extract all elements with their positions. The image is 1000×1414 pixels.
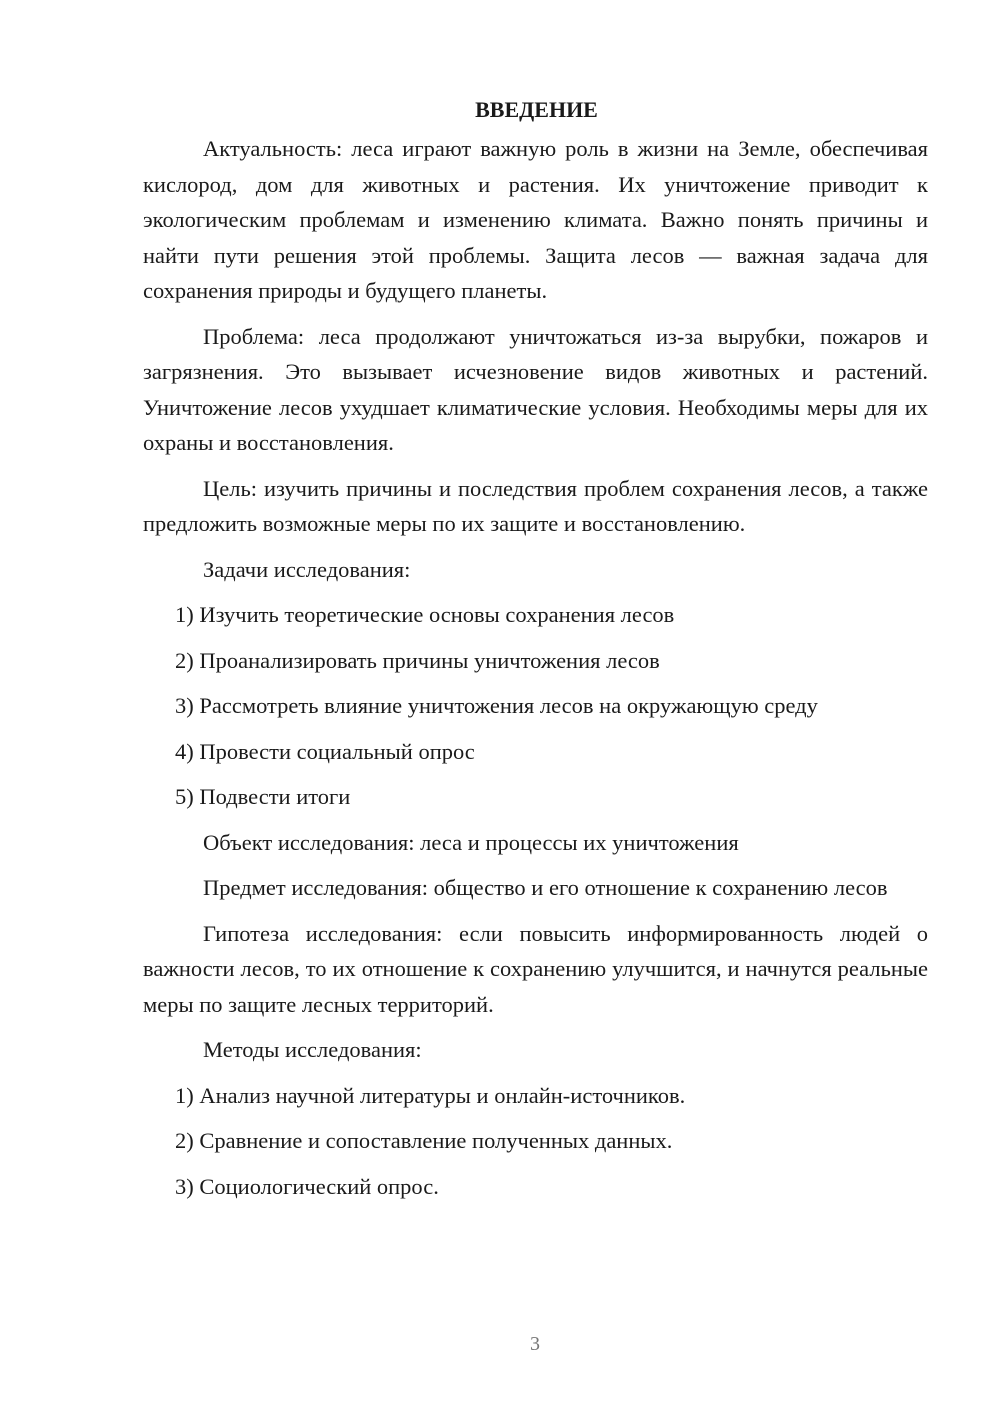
subject-paragraph: Предмет исследования: общество и его отношение к сохранению лесов bbox=[203, 875, 888, 900]
method-item: 3) Социологический опрос. bbox=[175, 1173, 439, 1199]
task-item: 3) Рассмотреть влияние уничтожения лесов на окружающую среду bbox=[175, 693, 818, 718]
object-paragraph: Объект исследования: леса и процессы их уничтожения bbox=[203, 829, 739, 855]
tasks-heading: Задачи исследования: bbox=[203, 556, 411, 582]
method-item: 1) Анализ научной литературы и онлайн-источников. bbox=[175, 1082, 686, 1108]
task-item: 2) Проанализировать причины уничтожения лесов bbox=[175, 647, 660, 673]
relevance-paragraph: Актуальность: леса играют важную роль в жизни на Земле, обеспечивая кислород, дом для животных и растения. Их уничтожение приводит к экологическим проблемам и изменению климата. Важно понять причины и найти пути решения этой проблемы. Защита лесов — важная задача для сохранения природы и будущего планеты. bbox=[143, 136, 928, 303]
hypothesis-paragraph: Гипотеза исследования: если повысить информированность людей о важности лесов, то их отношение к сохранению улучшится, и начнутся реальные меры по защите лесных территорий. bbox=[143, 920, 928, 1017]
page-number: 3 bbox=[530, 1333, 540, 1355]
methods-list bbox=[143, 1078, 928, 1205]
problem-paragraph: Проблема: леса продолжают уничтожаться из-за вырубки, пожаров и загрязнения. Это вызывает исчезновение видов животных и растений. Уничтожение лесов ухудшает климатические условия. Необходимы меры для их охраны и восстановления. bbox=[143, 323, 928, 455]
task-item: 1) Изучить теоретические основы сохранения лесов bbox=[175, 602, 675, 627]
page-content bbox=[143, 92, 928, 1214]
tasks-list bbox=[143, 597, 928, 815]
goal-paragraph: Цель: изучить причины и последствия проблем сохранения лесов, а также предложить возможные меры по их защите и восстановлению. bbox=[143, 475, 928, 536]
task-item: 5) Подвести итоги bbox=[175, 784, 351, 809]
method-item: 2) Сравнение и сопоставление полученных данных. bbox=[175, 1128, 673, 1153]
methods-heading: Методы исследования: bbox=[203, 1037, 422, 1062]
page-title: ВВЕДЕНИЕ bbox=[475, 97, 598, 122]
task-item: 4) Провести социальный опрос bbox=[175, 738, 475, 764]
